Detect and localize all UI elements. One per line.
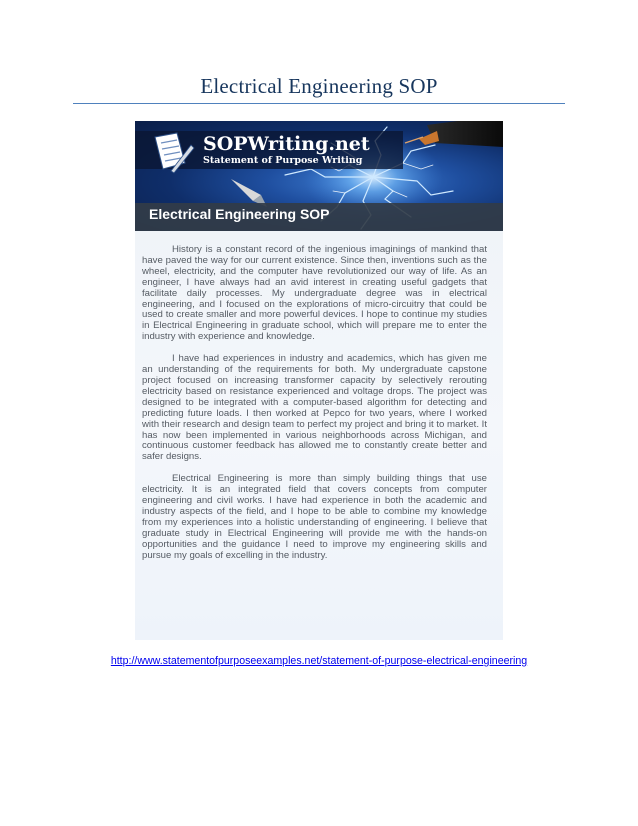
page-title: Electrical Engineering SOP xyxy=(200,74,438,98)
essay-body xyxy=(142,245,487,572)
essay-paragraph: History is a constant record of the ingenious imaginings of mankind that have paved the way for our current existence. Since then, inventions such as the wheel, electricity, and the computer have revolutionized our way of life. As an engineer, I have always had an avid interest in creating useful gadgets that facilitate daily processes. My undergraduate degree was in electrical engineering, and I focused on the explorations of micro-circuitry that could be used to create smaller and more powerful devices. I hope to continue my studies in Electrical Engineering in graduate school, which will prepare me to enter the industry with experience and knowledge. xyxy=(142,244,487,343)
logo-name: SOPWriting.net xyxy=(203,133,370,155)
essay-paragraph: I have had experiences in industry and academics, which has given me an understanding of the requirements for both. My undergraduate capstone project focused on increasing transformer capacity by selectively rerouting electricity based on resistance experienced and voltage drops. The project was designed to be integrated with a computer-based algorithm for detecting and predicting future loads. I then worked at Pepco for two years, where I worked with their research and design team to perfect my project and bring it to market. It has now been implemented in various neighborhoods across Michigan, and continuous customer feedback has allowed me to constantly create better and safer designs. xyxy=(142,353,488,463)
banner-title: Electrical Engineering SOP xyxy=(149,206,330,222)
document-pen-icon xyxy=(151,131,195,177)
logo-tagline: Statement of Purpose Writing xyxy=(203,155,363,166)
essay-paragraph: Electrical Engineering is more than simply building things that use electricity. It is an integrated field that covers concepts from computer engineering and civil works. I have had experience in both the academic and industry aspects of the field, and I hope to be able to combine my knowledge from my experiences into a holistic understanding of engineering. I believe that graduate study in Electrical Engineering will provide me with the hands-on opportunities and the guidance I need to improve my engineering skills and pursue my goals of excelling in the industry. xyxy=(142,473,487,561)
title-underline-rule xyxy=(73,103,565,104)
sop-figure-image xyxy=(135,121,503,640)
source-url-link[interactable]: http://www.statementofpurposeexamples.net/statement-of-purpose-electrical-engineering xyxy=(110,655,528,667)
sop-banner xyxy=(135,121,503,231)
